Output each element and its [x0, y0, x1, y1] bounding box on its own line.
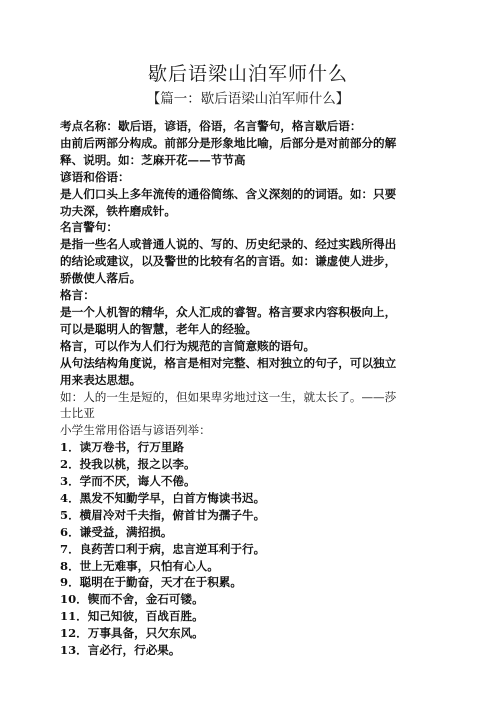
text-line: 是人们口头上多年流传的通俗简练、含义深刻的的词语。如：只要 [60, 186, 397, 201]
text-line: 格言，可以作为人们行为规范的言简意赅的语句。 [60, 338, 316, 353]
text-line: 是指一些名人或普通人说的、写的、历史纪录的、经过实践所得出 [60, 237, 397, 252]
document-subtitle: 【篇一：歇后语梁山泊军师什么】 [146, 91, 350, 107]
text-line: 13．言必行，行必果。 [60, 643, 181, 658]
text-line: 考点名称：歇后语，谚语，俗语，名言警句，格言歇后语： [60, 119, 362, 133]
text-line: 4．黑发不知勤学早，白首方悔读书迟。 [60, 490, 266, 505]
document-body [60, 118, 436, 659]
text-line: 是一个人机智的精华，众人汇成的睿智。格言要求内容积极向上， [60, 304, 397, 319]
text-line: 释、说明。如：芝麻开花——节节高 [60, 152, 246, 167]
text-line: 如：人的一生是短的，但如果卑劣地过这一生，就太长了。——莎 [60, 389, 397, 404]
text-line: 的结论或建议，以及警世的比较有名的言语。如：谦虚使人进步， [60, 254, 397, 269]
text-line: 7．良药苦口利于病，忠言逆耳利于行。 [60, 541, 266, 556]
text-line: 11．知己知彼，百战百胜。 [60, 609, 204, 624]
text-line: 12．万事具备，只欠东风。 [60, 626, 204, 641]
text-line: 3．学而不厌，诲人不倦。 [60, 474, 196, 489]
text-line: 6．谦受益，满招损。 [60, 524, 173, 539]
document-title: 歇后语梁山泊军师什么 [147, 63, 348, 85]
text-line: 10．锲而不舍，金石可镂。 [60, 592, 204, 607]
text-line: 用来表达思想。 [60, 372, 142, 387]
text-line: 由前后两部分构成。前部分是形象地比喻，后部分是对前部分的解 [60, 135, 397, 150]
text-line: 9．聪明在于勤奋，天才在于积累。 [60, 575, 242, 590]
text-line: 2．投我以桃，报之以李。 [60, 457, 196, 472]
text-line: 1．读万卷书，行万里路 [60, 440, 185, 455]
text-line: 可以是聪明人的智慧，老年人的经验。 [60, 321, 258, 336]
text-line: 士比亚 [60, 406, 95, 421]
text-line: 谚语和俗语： [60, 169, 130, 184]
text-line: 5．横眉冷对千夫指，俯首甘为孺子牛。 [60, 507, 266, 522]
text-line: 从句法结构角度说，格言是相对完整、相对独立的句子，可以独立 [60, 355, 397, 370]
text-line: 8．世上无难事，只怕有心人。 [60, 558, 219, 573]
text-line: 骄傲使人落后。 [60, 271, 142, 286]
text-line: 小学生常用俗语与谚语列举： [60, 423, 211, 438]
text-line: 名言警句： [60, 220, 118, 235]
text-line: 格言： [60, 288, 95, 303]
text-line: 功夫深，铁杵磨成针。 [60, 203, 176, 218]
